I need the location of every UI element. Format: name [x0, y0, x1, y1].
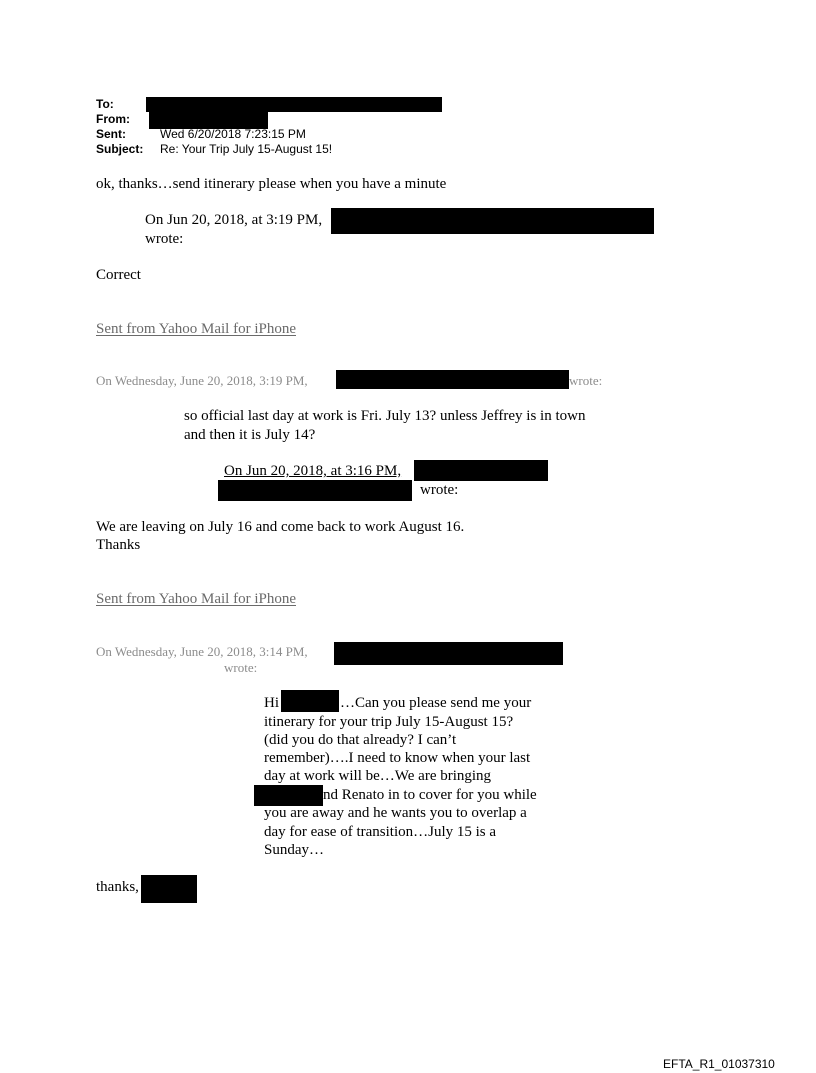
thanks-text: thanks,	[96, 879, 139, 895]
msg4-line9: Sunday…	[264, 842, 324, 858]
subject-value: Re: Your Trip July 15-August 15!	[160, 142, 333, 156]
quote4-suffix: wrote:	[224, 660, 258, 675]
redaction-msg4-coworker	[254, 785, 323, 806]
quote3-suffix: wrote:	[420, 482, 459, 498]
quote4-prefix: On Wednesday, June 20, 2018, 3:14 PM,	[96, 644, 308, 659]
msg2-line1: so official last day at work is Fri. July 13? unless Jeffrey is in town	[184, 408, 586, 424]
sent-label: Sent:	[96, 127, 126, 141]
msg4-line2: itinerary for your trip July 15-August 15?	[264, 714, 514, 730]
reply-text: ok, thanks…send itinerary please when you have a minute	[96, 176, 447, 192]
subject-label: Subject:	[96, 142, 144, 156]
sent-value: Wed 6/20/2018 7:23:15 PM	[160, 127, 306, 141]
quote1-line2: wrote:	[145, 231, 184, 247]
msg4-line1-start: Hi	[264, 695, 279, 711]
msg4-line7: you are away and he wants you to overlap a	[264, 805, 527, 821]
redaction-to	[146, 97, 442, 112]
quote2-suffix: wrote:	[569, 373, 603, 388]
redaction-msg4-name	[281, 690, 339, 712]
quote2-prefix: On Wednesday, June 20, 2018, 3:19 PM,	[96, 373, 308, 388]
msg4-line5: day at work will be…We are bringing	[264, 768, 492, 784]
msg3-line1: We are leaving on July 16 and come back to work August 16.	[96, 519, 465, 535]
redaction-quote4-sender	[334, 642, 563, 665]
correct-text: Correct	[96, 267, 141, 283]
msg4-line4: remember)….I need to know when your last	[264, 750, 531, 766]
redaction-quote3-sender-a	[414, 460, 548, 481]
redaction-quote1-sender	[331, 208, 654, 234]
redaction-quote3-sender-b	[218, 480, 412, 501]
sent-from-yahoo-link-2[interactable]: Sent from Yahoo Mail for iPhone	[96, 591, 296, 607]
msg3-line2: Thanks	[96, 537, 141, 553]
redaction-quote2-sender	[336, 370, 569, 389]
from-label: From:	[96, 112, 130, 126]
quote3-line1: On Jun 20, 2018, at 3:16 PM,	[224, 463, 402, 479]
msg4-line6-end: nd Renato in to cover for you while	[323, 787, 537, 803]
msg2-line2: and then it is July 14?	[184, 427, 316, 443]
sent-from-yahoo-link-1[interactable]: Sent from Yahoo Mail for iPhone	[96, 321, 296, 337]
msg4-line3: (did you do that already? I can’t	[264, 732, 457, 748]
redaction-signature	[141, 875, 197, 903]
msg4-line1-end: …Can you please send me your	[340, 695, 532, 711]
msg4-line8: day for ease of transition…July 15 is a	[264, 824, 497, 840]
to-label: To:	[96, 97, 114, 111]
document-id: EFTA_R1_01037310	[663, 1057, 775, 1071]
quote1-line1: On Jun 20, 2018, at 3:19 PM,	[145, 212, 323, 228]
